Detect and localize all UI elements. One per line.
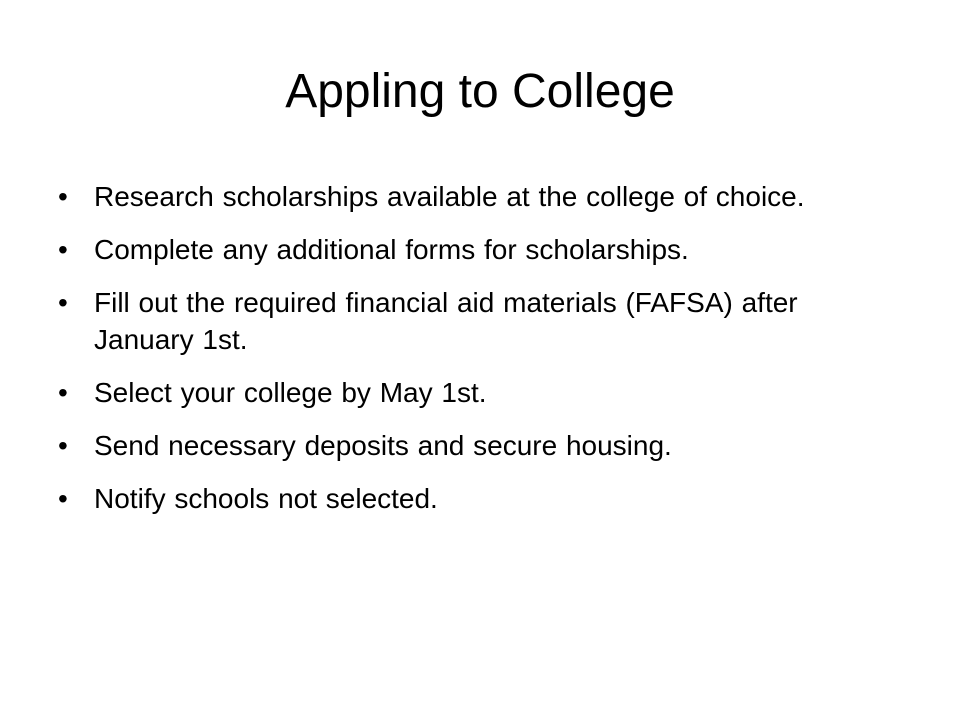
- bullet-item: [58, 284, 878, 358]
- bullet-icon: •: [58, 483, 68, 514]
- bullet-text: Select your college by May 1st.: [94, 377, 487, 408]
- bullet-icon: •: [58, 430, 68, 461]
- bullet-item: [58, 374, 878, 411]
- bullet-icon: •: [58, 377, 68, 408]
- bullet-list: [58, 178, 878, 533]
- bullet-text: Fill out the required financial aid materials (FAFSA) after January 1st.: [94, 287, 798, 355]
- bullet-item: [58, 178, 878, 215]
- bullet-icon: •: [58, 181, 68, 212]
- bullet-text: Research scholarships available at the college of choice.: [94, 181, 805, 212]
- slide-title: Appling to College: [285, 65, 675, 118]
- bullet-text: Send necessary deposits and secure housing.: [94, 430, 672, 461]
- bullet-text: Notify schools not selected.: [94, 483, 438, 514]
- bullet-text: Complete any additional forms for scholarships.: [94, 234, 689, 265]
- bullet-item: [58, 480, 878, 517]
- bullet-item: [58, 427, 878, 464]
- bullet-icon: •: [58, 234, 68, 265]
- bullet-item: [58, 231, 878, 268]
- bullet-icon: •: [58, 287, 68, 318]
